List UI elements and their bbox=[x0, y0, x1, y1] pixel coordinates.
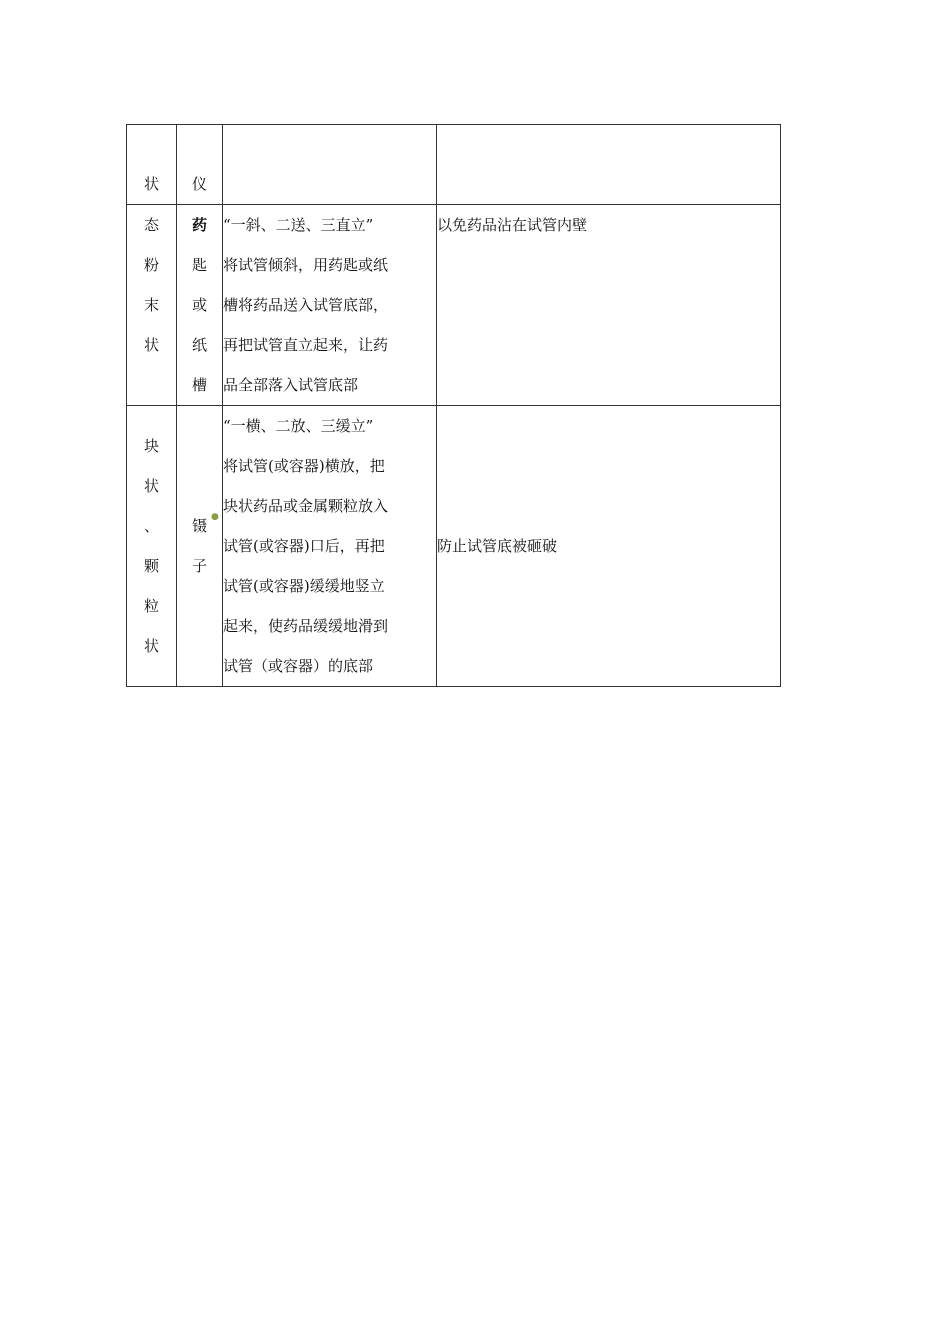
instrument-char: 子 bbox=[191, 557, 207, 575]
experiment-table bbox=[126, 124, 781, 687]
method-line: 将试管(或容器)横放，把 bbox=[223, 457, 385, 475]
state-char: 颗 bbox=[143, 557, 159, 575]
method-line: 试管(或容器)缓缓地竖立 bbox=[223, 577, 385, 595]
table-row bbox=[127, 125, 781, 205]
state-char: 块 bbox=[143, 437, 159, 455]
state-cell bbox=[127, 125, 177, 205]
instrument-cell bbox=[177, 125, 223, 205]
instrument-char: 药 bbox=[191, 216, 207, 234]
table-row bbox=[127, 406, 781, 687]
note-cell bbox=[437, 205, 781, 406]
method-line: 再把试管直立起来，让药 bbox=[223, 336, 389, 354]
stray-mark: ● bbox=[211, 512, 219, 522]
instrument-char: 仪 bbox=[191, 175, 207, 193]
method-line: “一斜、二送、三直立” bbox=[223, 216, 374, 234]
state-char: 状 bbox=[143, 336, 159, 354]
instrument-cell bbox=[177, 406, 223, 687]
method-line: 试管(或容器)口后，再把 bbox=[223, 537, 385, 555]
state-char: 末 bbox=[143, 296, 159, 314]
note-cell bbox=[437, 406, 781, 687]
state-cell bbox=[127, 205, 177, 406]
instrument-char: 匙 bbox=[191, 256, 207, 274]
state-char: 状 bbox=[143, 175, 159, 193]
state-cell bbox=[127, 406, 177, 687]
instrument-char: 或 bbox=[191, 296, 207, 314]
table-row bbox=[127, 205, 781, 406]
note-text: 以免药品沾在试管内壁 bbox=[437, 216, 588, 234]
instrument-char: 纸 bbox=[191, 336, 207, 354]
state-char: 状 bbox=[143, 477, 159, 495]
method-cell bbox=[223, 205, 437, 406]
method-line: 起来，使药品缓缓地滑到 bbox=[223, 617, 389, 635]
method-line: 槽将药品送入试管底部， bbox=[223, 296, 389, 314]
state-char: 粒 bbox=[143, 597, 159, 615]
state-char: 、 bbox=[143, 517, 159, 535]
note-text: 防止试管底被砸破 bbox=[437, 537, 558, 555]
method-cell bbox=[223, 125, 437, 205]
state-char: 状 bbox=[143, 637, 159, 655]
instrument-char: 槽 bbox=[191, 376, 207, 394]
method-line: 品全部落入试管底部 bbox=[223, 376, 359, 394]
instrument-cell bbox=[177, 205, 223, 406]
method-line: 试管（或容器）的底部 bbox=[223, 657, 374, 675]
state-char: 粉 bbox=[143, 256, 159, 274]
method-line: 块状药品或金属颗粒放入 bbox=[223, 497, 389, 515]
method-line: “一横、二放、三缓立” bbox=[223, 417, 374, 435]
method-cell bbox=[223, 406, 437, 687]
method-line: 将试管倾斜，用药匙或纸 bbox=[223, 256, 389, 274]
state-char: 态 bbox=[143, 216, 159, 234]
note-cell bbox=[437, 125, 781, 205]
instrument-char: 镊 bbox=[191, 517, 207, 535]
